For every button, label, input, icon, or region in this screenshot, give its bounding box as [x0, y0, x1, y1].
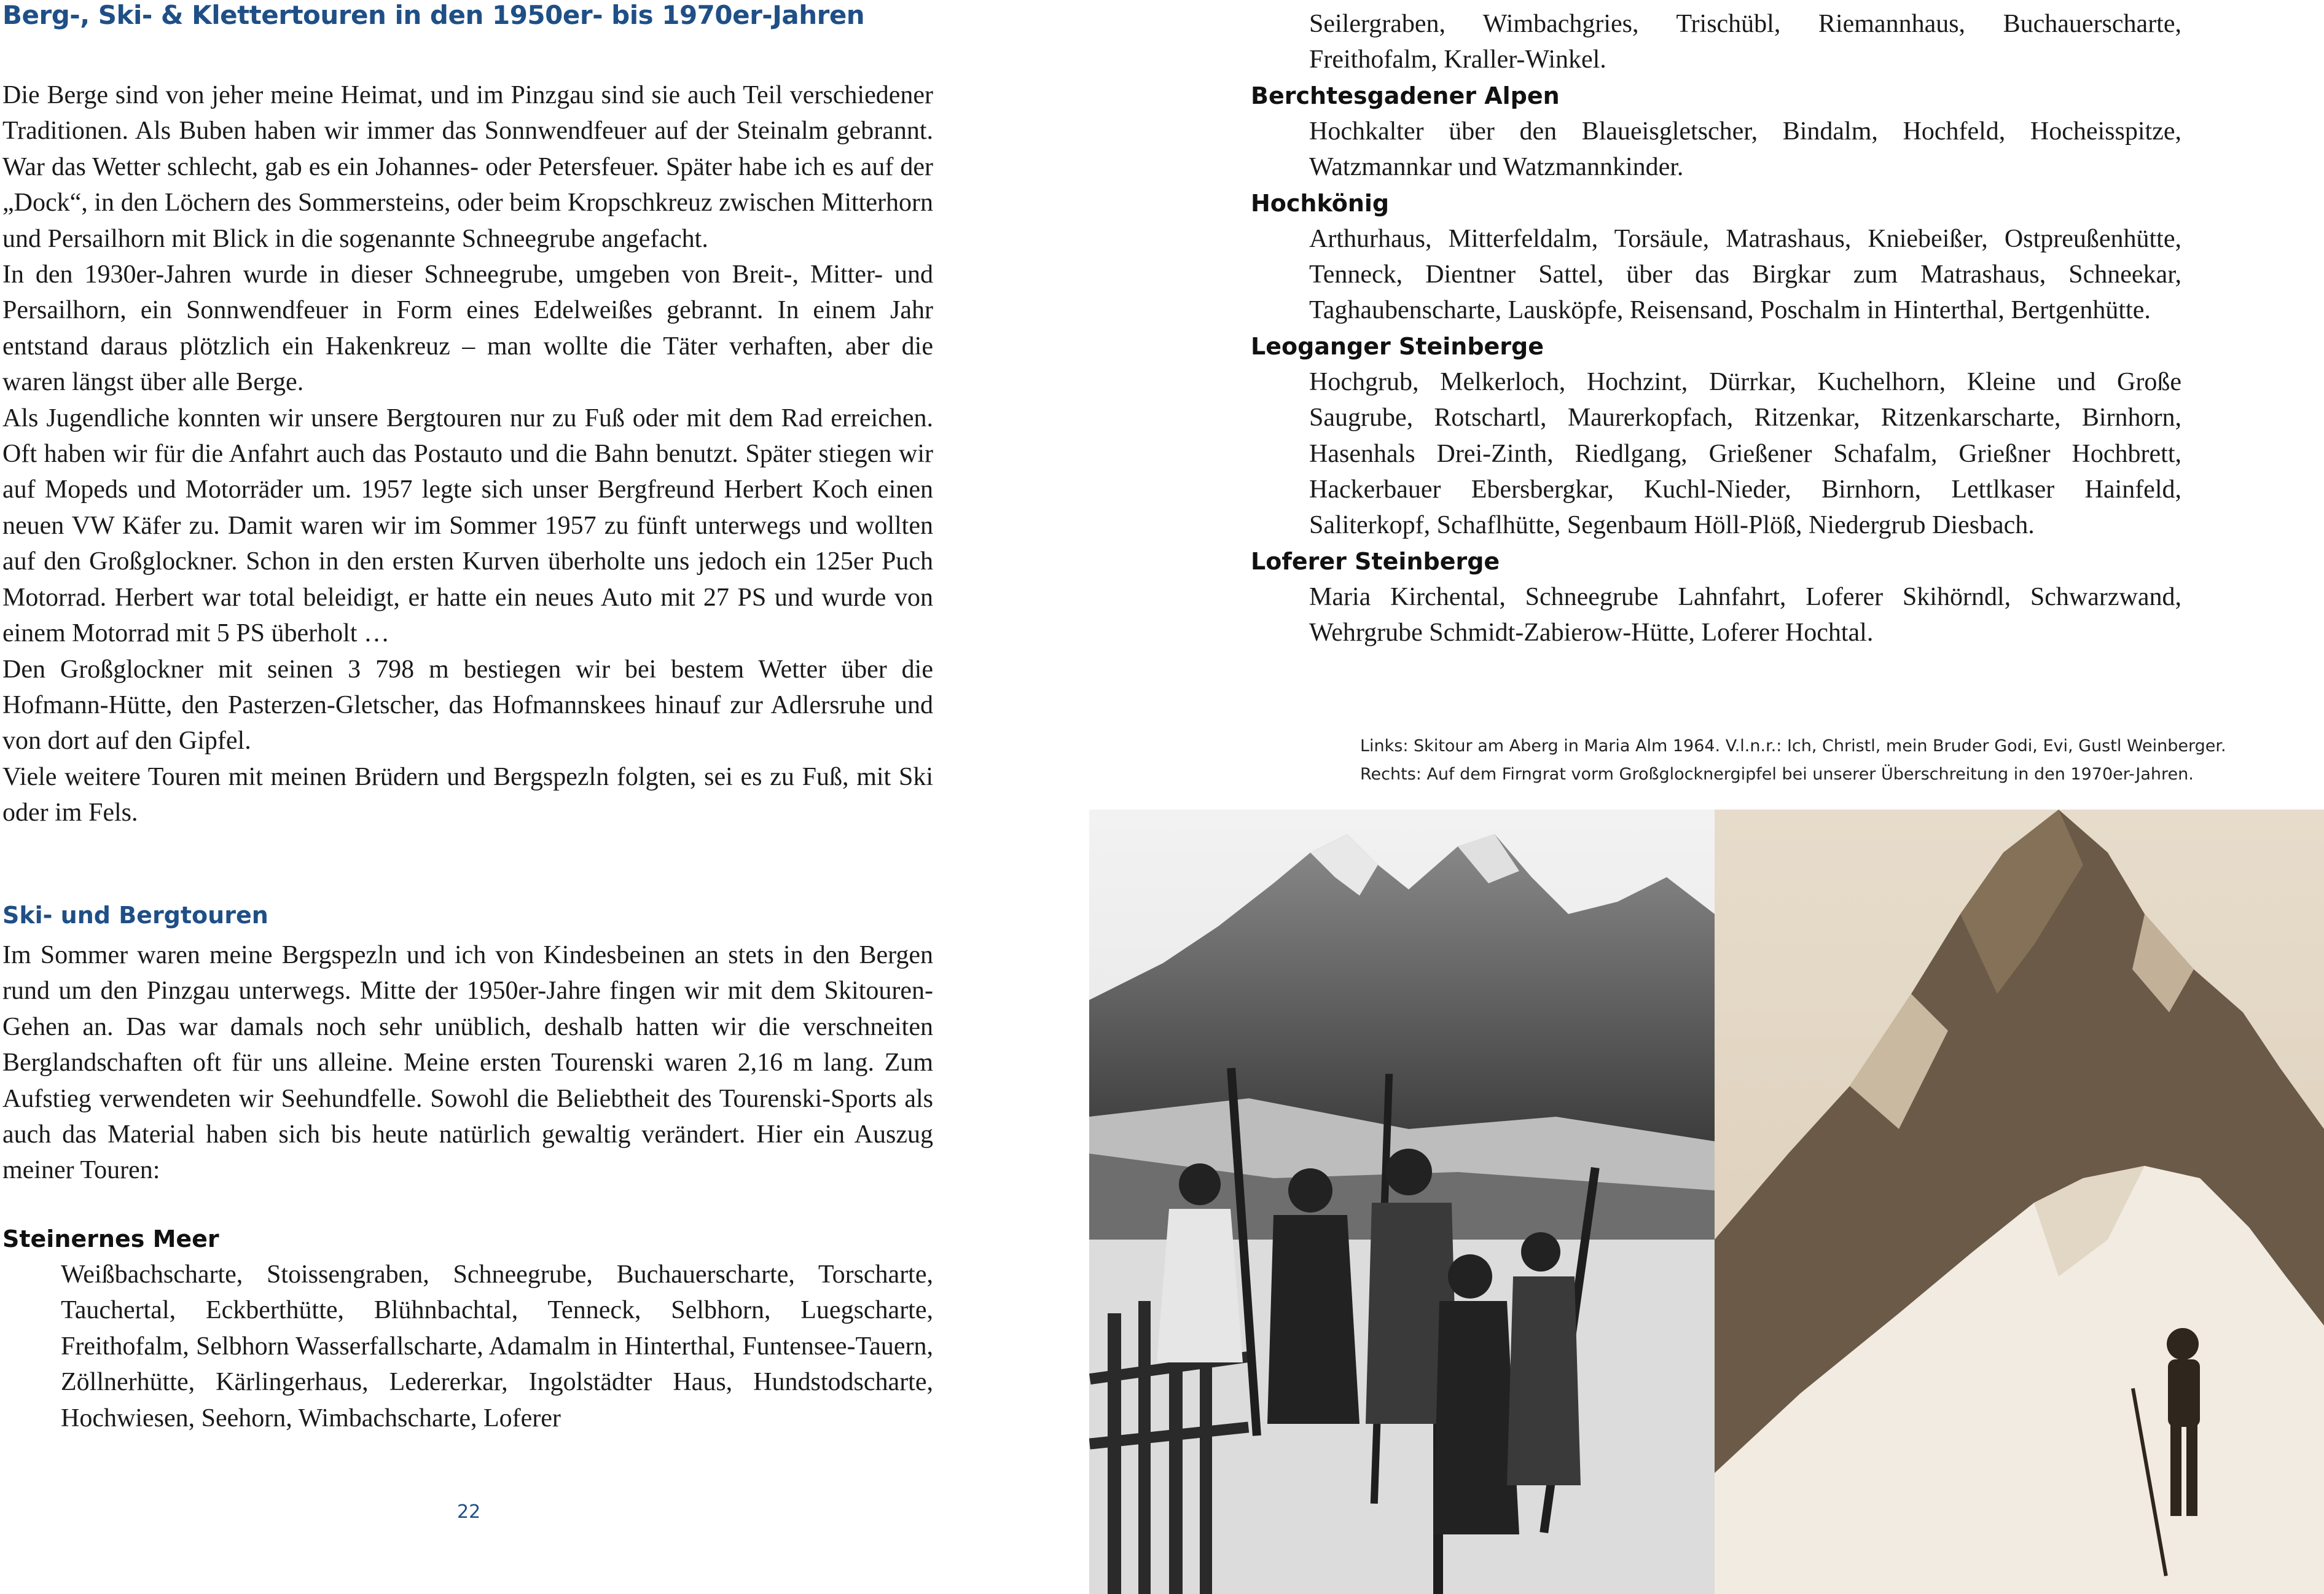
intro-paragraph: Den Großglockner mit seinen 3 798 m bestiegen wir bei bestem Wetter über die Hofmann-Hütte, den Pasterzen-Gletscher, das Hofmannskees hinauf zur Adlersruhe und von dort auf den Gipfel. — [2, 655, 933, 756]
intro-paragraph: Viele weitere Touren mit meinen Brüdern und Bergspezln folgten, sei es zu Fuß, mit Ski oder im Fels. — [2, 762, 933, 827]
region-heading: Loferer Steinberge — [1251, 547, 1500, 575]
intro-text — [2, 77, 933, 831]
photo-ski-group — [1089, 810, 1715, 1594]
region-heading: Berchtesgadener Alpen — [1251, 82, 1560, 109]
region-tours: Maria Kirchental, Schneegrube Lahnfahrt, Loferer Skihörndl, Schwarzwand, Wehrgrube Schmidt-Zabierow-Hütte, Loferer Hochtal. — [1309, 582, 2181, 647]
section-subheading: Ski- und Bergtouren — [2, 902, 268, 929]
caption-line: Links: Skitour am Aberg in Maria Alm 1964. V.l.n.r.: Ich, Christl, mein Bruder Godi, Evi, Gustl Weinberger. — [1360, 736, 2226, 756]
region-tours: Hochgrub, Melkerloch, Hochzint, Dürrkar, Kuchelhorn, Kleine und Große Saugrube, Rotschartl, Maurerkopfach, Ritzenkar, Ritzenkarscharte, Birnhorn, Hasenhals Drei-Zinth, Riedlgang, Grießener Schafalm, Grießner Hochbrett, Hackerbauer Ebersbergkar, Kuchl-Nieder, Birnhorn, Lettlkaser Hainfeld, Saliterkopf, Schaflhütte, Segenbaum Höll-Plöß, Niedergrub Diesbach. — [1309, 367, 2181, 540]
region-heading: Hochkönig — [1251, 189, 1390, 217]
region-tours: Arthurhaus, Mitterfeldalm, Torsäule, Matrashaus, Kniebeißer, Ostpreußenhütte, Tenneck, Dientner Sattel, über das Birgkar zum Matrashaus, Schneekar, Taghaubenscharte, Lausköpfe, Reisensand, Poschalm in Hinterthal, Bertgenhütte. — [1309, 224, 2181, 325]
region-tours: Hochkalter über den Blaueisgletscher, Bindalm, Hochfeld, Hocheisspitze, Watzmannkar und Watzmannkinder. — [1309, 117, 2181, 182]
region-tours: Weißbachscharte, Stoissengraben, Schneegrube, Buchauerscharte, Torscharte, Tauchertal, Eckberthütte, Blühnbachtal, Tenneck, Selbhorn, Luegscharte, Freithofalm, Selbhorn Wasserfallscharte, Adamalm in Hinterthal, Funtensee-Tauern, Zöllnerhütte, Kärlingerhaus, Ledererkar, Ingolstädter Haus, Hundstodscharte, Hochwiesen, Seehorn, Wimbachscharte, Loferer — [61, 1260, 933, 1432]
ski-text — [2, 937, 933, 1189]
chapter-title: Berg-, Ski- & Klettertouren in den 1950er- bis 1970er-Jahren — [2, 0, 865, 30]
tour-list-right — [1251, 6, 2181, 651]
region-heading: Leoganger Steinberge — [1251, 332, 1544, 360]
intro-paragraph: In den 1930er-Jahren wurde in dieser Schneegrube, umgeben von Breit-, Mitter- und Persailhorn, ein Sonnwendfeuer in Form eines Edelweißes gebrannt. In einem Jahr entstand daraus plötzlich ein Hakenkreuz – man wollte die Täter verhaften, aber die waren längst über alle Berge. — [2, 260, 933, 397]
intro-paragraph: Als Jugendliche konnten wir unsere Bergtouren nur zu Fuß oder mit dem Rad erreichen. Oft haben wir für die Anfahrt auch das Postauto und die Bahn benutzt. Später stiegen wir auf Mopeds und Motorräder um. 1957 legte sich unser Bergfreund Herbert Koch einen neuen VW Käfer zu. Damit waren wir im Sommer 1957 zu fünft unterwegs und wollten auf den Großglockner. Schon in den ersten Kurven überholte uns jedoch ein 125er Puch Motorrad. Herbert war total beleidigt, er hatte ein neues Auto mit 27 PS und wurde von einem Motorrad mit 5 PS überholt … — [2, 404, 933, 648]
photo-caption — [1360, 732, 2226, 789]
region-tours-continued: Seilergraben, Wimbachgries, Trischübl, Riemannhaus, Buchauerscharte, Freithofalm, Kraller-Winkel. — [1309, 10, 2181, 74]
region-heading: Steinernes Meer — [2, 1225, 219, 1252]
photo-firn-ridge — [1715, 810, 2324, 1594]
page-number: 22 — [457, 1501, 481, 1523]
caption-line: Rechts: Auf dem Firngrat vorm Großglocknergipfel bei unserer Überschreitung in den 1970er-Jahren. — [1360, 765, 2194, 784]
ski-paragraph: Im Sommer waren meine Bergspezln und ich von Kindesbeinen an stets in den Bergen rund um den Pinzgau unterwegs. Mitte der 1950er-Jahre fingen wir mit dem Skitouren-Gehen an. Das war damals noch sehr unüblich, deshalb hatten wir die verschneiten Berglandschaften oft für uns alleine. Meine ersten Tourenski waren 2,16 m lang. Zum Aufstieg verwendeten wir Seehundfelle. Sowohl die Beliebtheit des Tourenski-Sports als auch das Material haben sich bis heute natürlich gewaltig verändert. Hier ein Auszug meiner Touren: — [2, 941, 933, 1185]
intro-paragraph: Die Berge sind von jeher meine Heimat, und im Pinzgau sind sie auch Teil verschiedener Traditionen. Als Buben haben wir immer das Sonnwendfeuer auf der Steinalm gebrannt. War das Wetter schlecht, gab es ein Johannes- oder Petersfeuer. Später habe ich es auf der „Dock“, in den Löchern des Sommersteins, oder beim Kropschkreuz zwischen Mitterhorn und Persailhorn mit Blick in die sogenannte Schneegrube angefacht. — [2, 81, 933, 253]
tour-list-left — [2, 1221, 933, 1436]
